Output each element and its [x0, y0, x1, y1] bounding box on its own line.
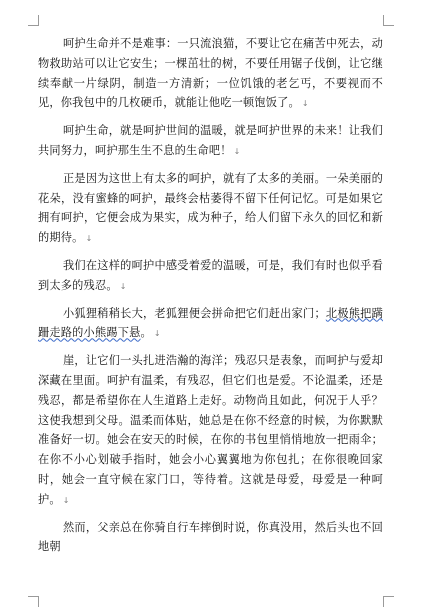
paragraph-5 — [38, 304, 383, 345]
paragraph-mark-icon: ↓ — [85, 234, 93, 244]
paragraph-mark-icon: ↓ — [153, 329, 161, 339]
paragraph-6 — [38, 351, 383, 510]
paragraph-text-end: 。 — [140, 326, 152, 340]
crop-mark-bottom-left — [28, 596, 39, 607]
paragraph-mark-icon: ↓ — [301, 99, 309, 109]
paragraph-text: 呵护生命，就是呵护世间的温暖，就是呵护世界的未来！让我们共同努力，呵护那生生不息的生命吧！ — [38, 124, 383, 157]
paragraph-text: 我们在这样的呵护中感受着爱的温暖，可是，我们有时也似乎看到太多的残忍。 — [38, 258, 383, 292]
paragraph-text: 正是因为这世上有太多的呵护，就有了太多的美丽。一朵美丽的花朵，没有蜜蜂的呵护，最终会枯萎得不留下任何记忆。可是如果它拥有呵护，它便会成为果实，成为种子，给人们留下永久的回忆和新的期待。 — [38, 171, 383, 245]
paragraph-text: 呵护生命并不是难事：一只流浪猫，不要让它在痛苦中死去，动物救助站可以让它安生；一棵茁壮的树，不要任用锯子伐倒，让它继续奉献一片绿阴，制造一方清新；一位饥饿的老乞丐，不要视而不见，你我包中的几枚硬币，就能让他吃一顿饱饭了。 — [38, 37, 383, 110]
paragraph-mark-icon: ↓ — [233, 146, 241, 156]
paragraph-mark-icon: ↓ — [62, 495, 70, 505]
paragraph-2 — [38, 121, 383, 162]
grammar-underlined-text: 北极熊把蹒跚走路的小熊踢下悬 — [38, 306, 383, 340]
paragraph-text: 小狐狸稍稍长大，老狐狸便会拼命把它们赶出家门； — [63, 306, 326, 320]
crop-mark-top-right — [383, 15, 394, 26]
paragraph-mark-icon: ↓ — [119, 281, 127, 291]
paragraph-3 — [38, 169, 383, 249]
paragraph-7 — [38, 518, 383, 558]
document-body[interactable] — [38, 34, 383, 564]
paragraph-text: 崖，让它们一头扎进浩瀚的海洋；残忍只是表象，而呵护与爱却深藏在里面。呵护有温柔，有残忍，但它们也是爱。不论温柔，还是残忍，都是希望你在人生道路上走好。动物尚且如此，何况于人乎？这使我想到父母。温柔而体贴，她总是在你不经意的时候，为你默默准备好一切。她会在安天的时候，在你的书包里悄悄地放一把雨伞；在你不小心划破手指时，她会小心翼翼地为你包扎；在你很晚回家时，她会一直守候在家门口，等待着。这就是母爱，母爱是一种呵护。 — [38, 354, 383, 506]
paragraph-4 — [38, 256, 383, 297]
paragraph-text: 然而，父亲总在你骑自行车摔倒时说，你真没用，然后头也不回地朝 — [38, 520, 383, 554]
paragraph-1 — [38, 34, 383, 114]
crop-mark-bottom-right — [383, 596, 394, 607]
crop-mark-top-left — [28, 15, 39, 26]
